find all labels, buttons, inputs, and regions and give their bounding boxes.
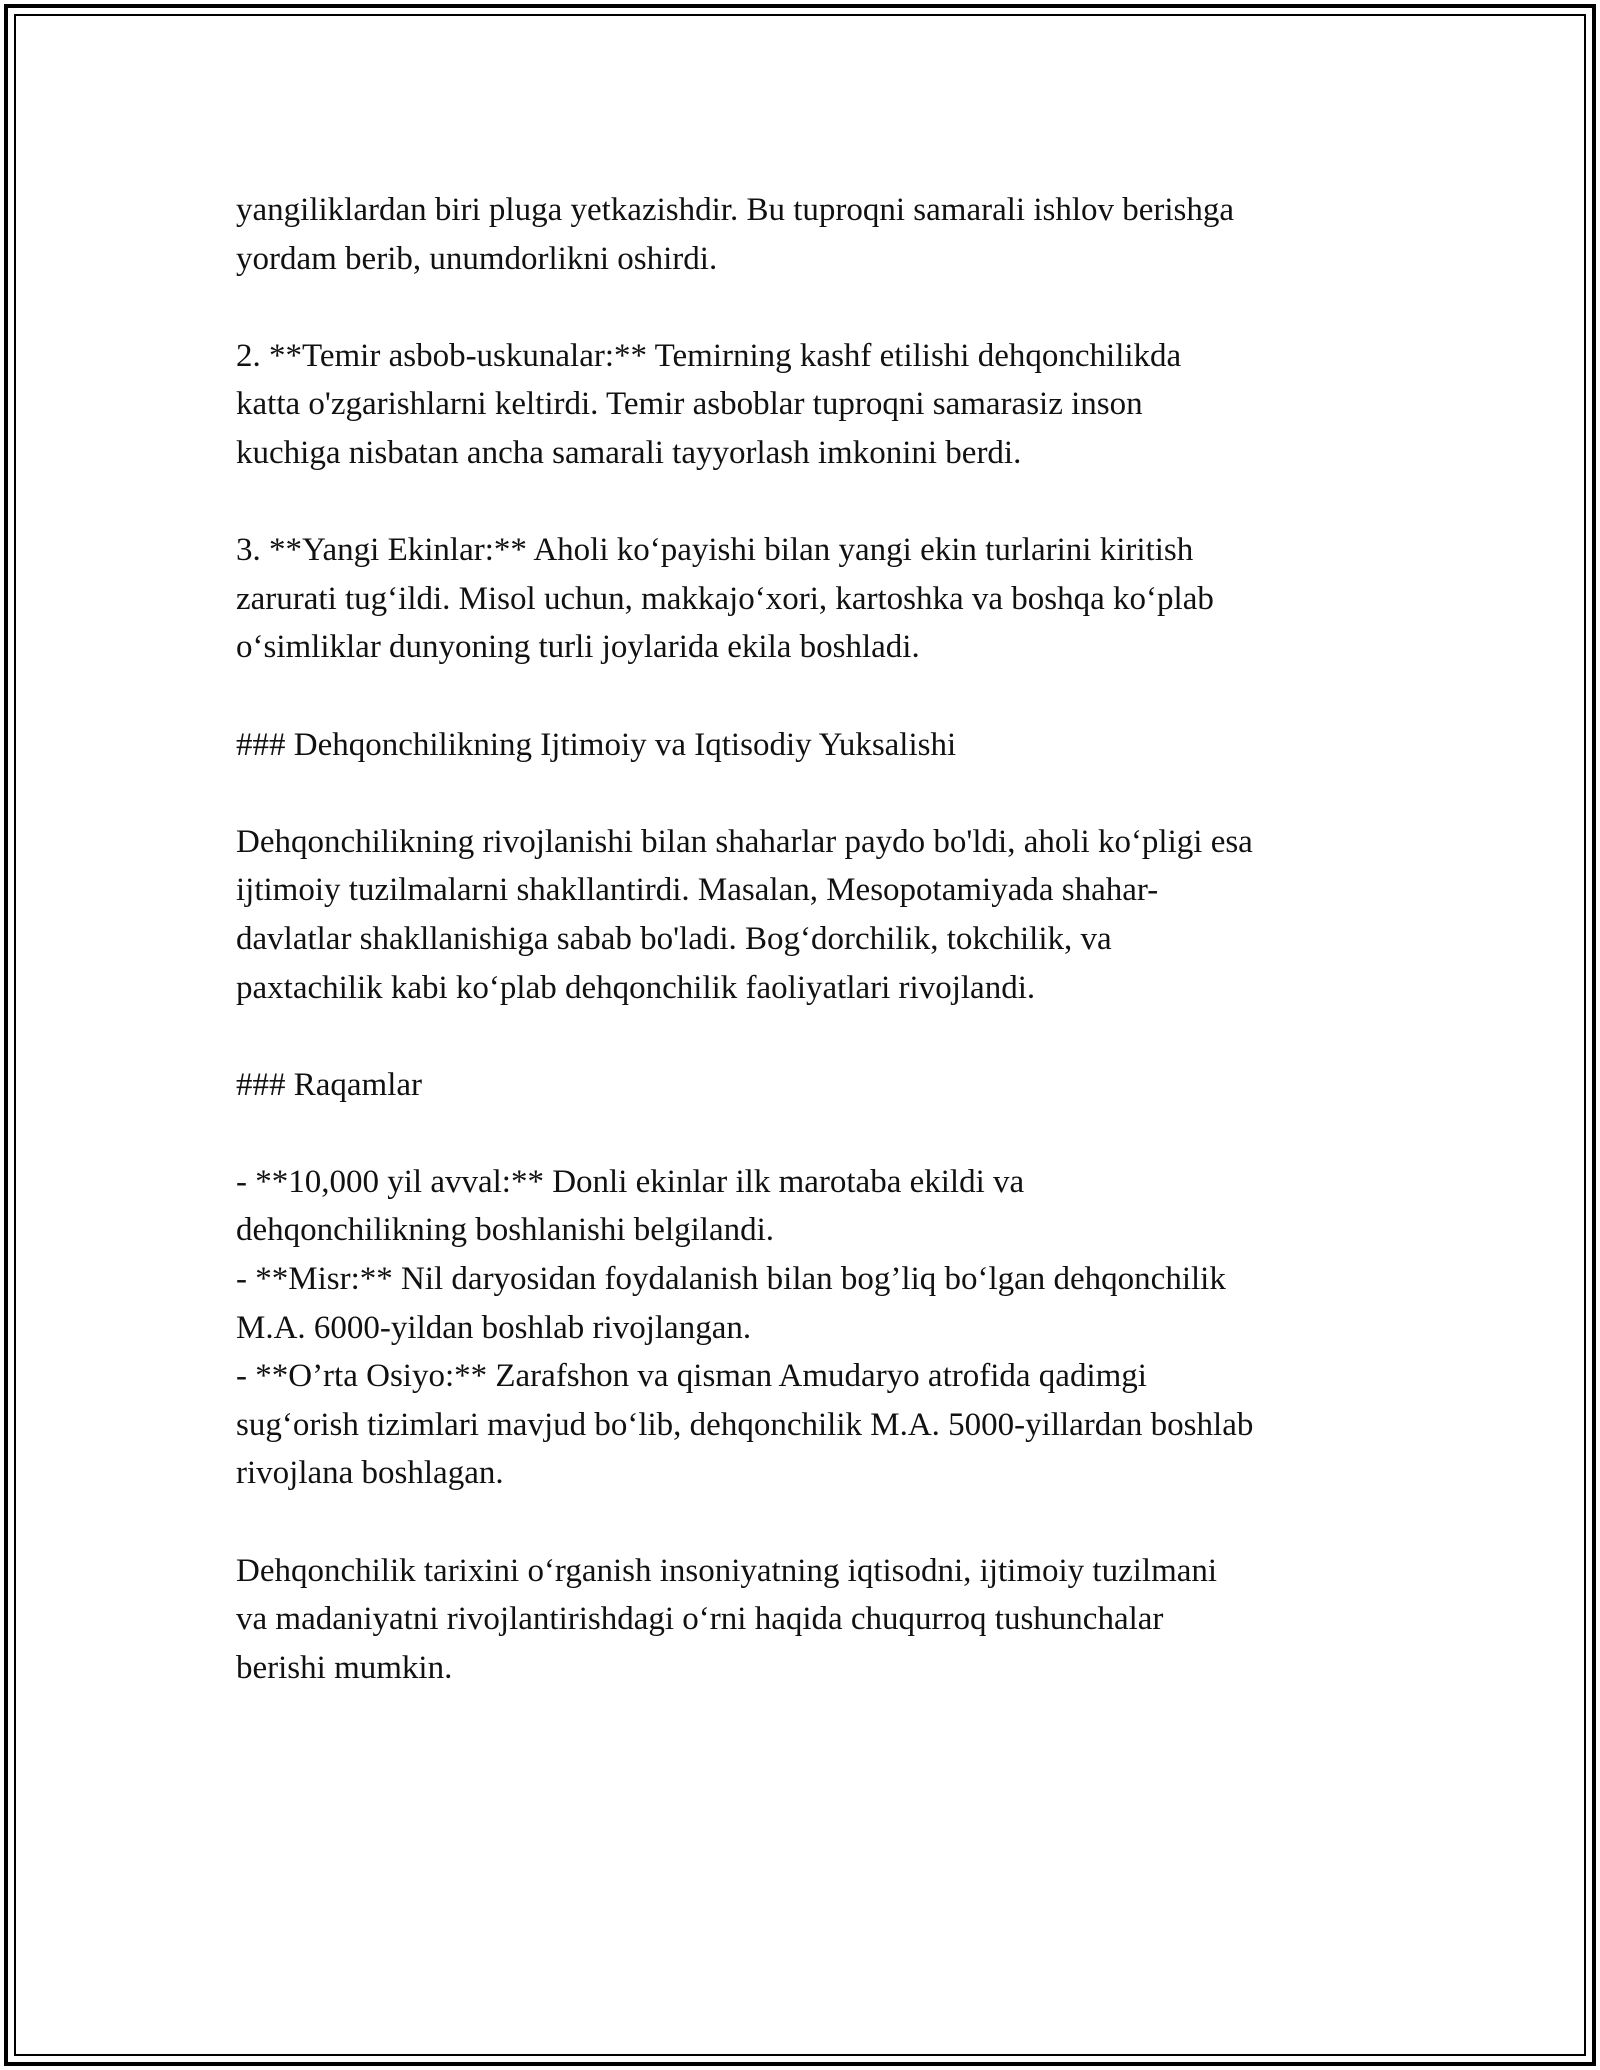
text-line: 3. **Yangi Ekinlar:** Aholi ko‘payishi bilan yangi ekin turlarini kiritish bbox=[236, 532, 1194, 569]
text-line: paxtachilik kabi ko‘plab dehqonchilik faoliyatlari rivojlandi. bbox=[236, 969, 1036, 1006]
text-line: davlatlar shakllanishiga sabab bo'ladi. Bog‘dorchilik, tokchilik, va bbox=[236, 920, 1112, 957]
text-line: M.A. 6000-yildan boshlab rivojlangan. bbox=[236, 1309, 752, 1346]
section-heading-social-economic bbox=[236, 721, 1386, 770]
paragraph-plow bbox=[236, 186, 1386, 283]
text-line: yordam berib, unumdorlikni oshirdi. bbox=[236, 240, 718, 277]
text-line: Dehqonchilik tarixini o‘rganish insoniyatning iqtisodni, ijtimoiy tuzilmani bbox=[236, 1552, 1218, 1589]
document-body bbox=[236, 186, 1386, 1692]
heading-text: ### Dehqonchilikning Ijtimoiy va Iqtisodiy Yuksalishi bbox=[236, 726, 957, 763]
section-heading-numbers bbox=[236, 1061, 1386, 1110]
text-line: berishi mumkin. bbox=[236, 1649, 453, 1686]
text-line: dehqonchilikning boshlanishi belgilandi. bbox=[236, 1212, 775, 1249]
text-line: kuchiga nisbatan ancha samarali tayyorlash imkonini berdi. bbox=[236, 434, 1022, 471]
text-line: - **O’rta Osiyo:** Zarafshon va qisman Amudaryo atrofida qadimgi bbox=[236, 1358, 1147, 1395]
text-line: sug‘orish tizimlari mavjud bo‘lib, dehqonchilik M.A. 5000-yillardan boshlab bbox=[236, 1406, 1254, 1443]
paragraph-conclusion bbox=[236, 1547, 1386, 1693]
text-line: o‘simliklar dunyoning turli joylarida ekila boshladi. bbox=[236, 629, 920, 666]
bullet-list-numbers bbox=[236, 1158, 1386, 1498]
text-line: 2. **Temir asbob-uskunalar:** Temirning kashf etilishi dehqonchilikda bbox=[236, 337, 1182, 374]
text-line: - **Misr:** Nil daryosidan foydalanish bilan bog’liq bo‘lgan dehqonchilik bbox=[236, 1261, 1226, 1298]
list-item-new-crops bbox=[236, 526, 1386, 672]
text-line: yangiliklardan biri pluga yetkazishdir. Bu tuproqni samarali ishlov berishga bbox=[236, 192, 1235, 228]
text-line: zarurati tug‘ildi. Misol uchun, makkajo‘xori, kartoshka va boshqa ko‘plab bbox=[236, 580, 1214, 617]
text-line: va madaniyatni rivojlantirishdagi o‘rni haqida chuqurroq tushunchalar bbox=[236, 1601, 1164, 1638]
heading-text: ### Raqamlar bbox=[236, 1066, 423, 1103]
text-line: ijtimoiy tuzilmalarni shakllantirdi. Masalan, Mesopotamiyada shahar- bbox=[236, 872, 1159, 909]
paragraph-social-economic bbox=[236, 818, 1386, 1012]
text-line: - **10,000 yil avval:** Donli ekinlar ilk marotaba ekildi va bbox=[236, 1163, 1025, 1200]
text-line: Dehqonchilikning rivojlanishi bilan shaharlar paydo bo'ldi, aholi ko‘pligi esa bbox=[236, 823, 1253, 860]
list-item-iron-tools bbox=[236, 332, 1386, 478]
text-line: rivojlana boshlagan. bbox=[236, 1455, 504, 1492]
text-line: katta o'zgarishlarni keltirdi. Temir asboblar tuproqni samarasiz inson bbox=[236, 386, 1143, 423]
